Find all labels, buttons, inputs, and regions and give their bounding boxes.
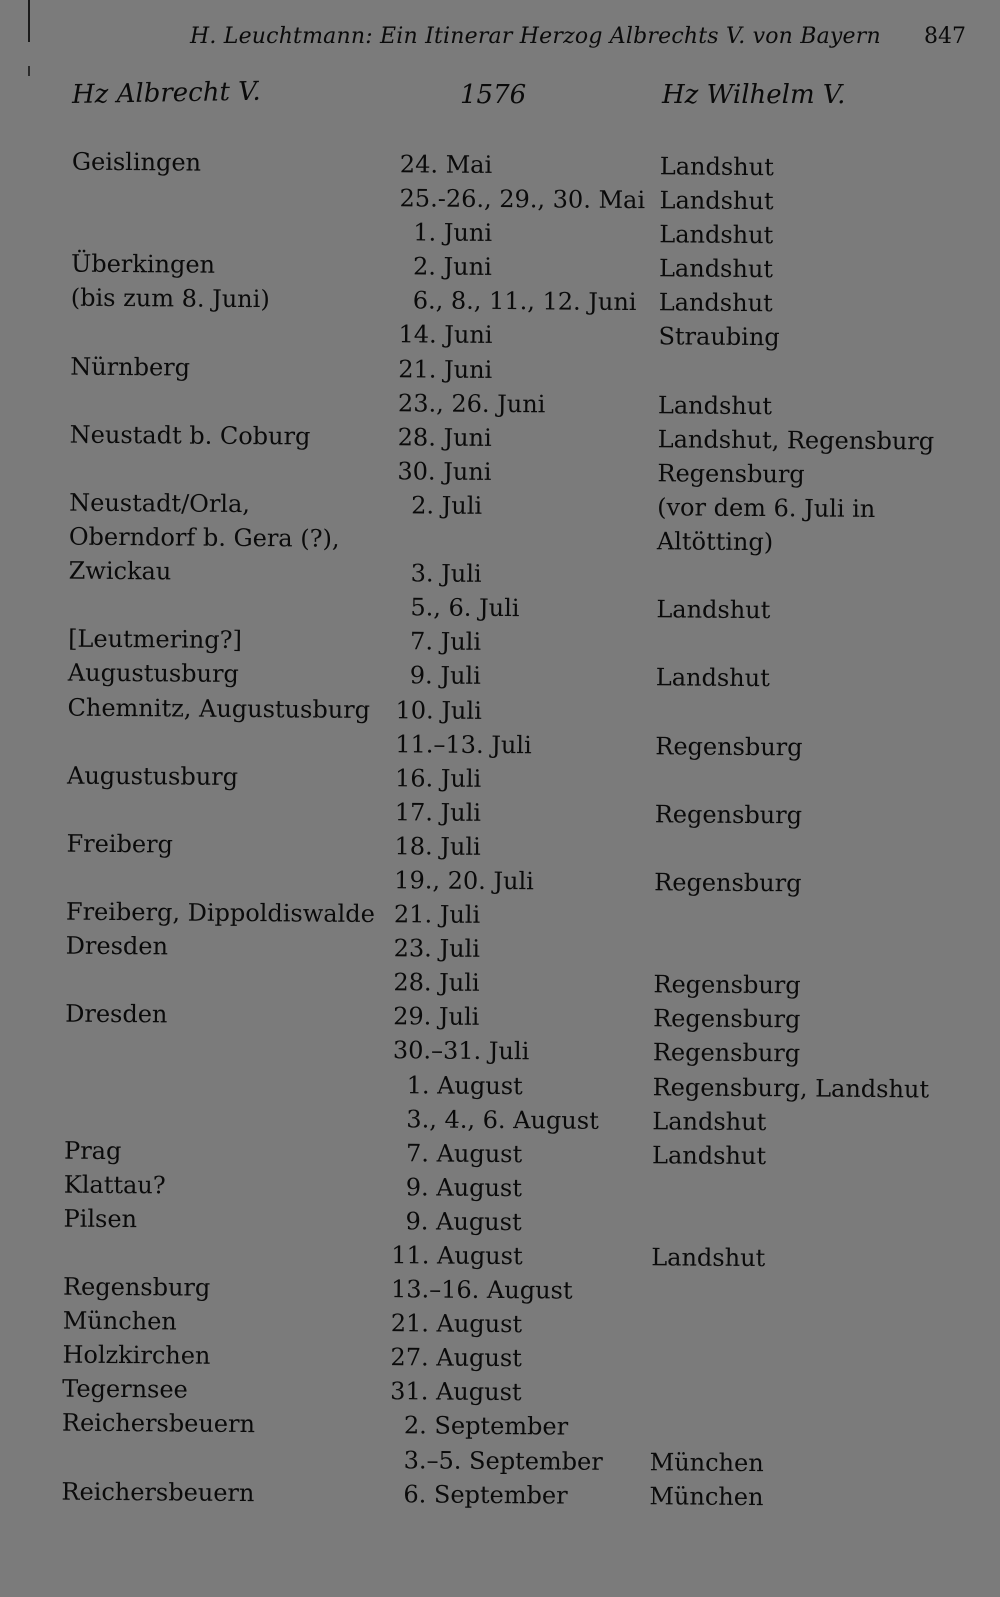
wilhelm-location: Landshut bbox=[651, 1243, 766, 1273]
itinerary-date: 14. Juni bbox=[398, 320, 493, 350]
itinerary-date: 7. August bbox=[405, 1139, 523, 1168]
itinerary-date: 1. Juni bbox=[413, 218, 493, 248]
albrecht-location: München bbox=[62, 1306, 177, 1336]
wilhelm-location: Landshut bbox=[652, 1106, 767, 1136]
itinerary-date: 21. Juni bbox=[398, 354, 493, 384]
itinerary-date: 23., 26. Juni bbox=[397, 388, 546, 419]
wilhelm-location: Regensburg bbox=[652, 1038, 801, 1068]
wilhelm-location: Landshut bbox=[655, 663, 770, 693]
itinerary-date: 3. Juli bbox=[410, 559, 482, 588]
itinerary-date: 27. August bbox=[390, 1343, 522, 1373]
albrecht-location: Neustadt b. Coburg bbox=[69, 420, 311, 451]
running-title: H. Leuchtmann: Ein Itinerar Herzog Albrechts V. von Bayern bbox=[190, 24, 881, 49]
albrecht-location: (bis zum 8. Juni) bbox=[70, 284, 270, 314]
albrecht-location: Tegernsee bbox=[62, 1374, 188, 1404]
wilhelm-location: Regensburg bbox=[653, 970, 801, 1000]
itinerary-date: 2. Juni bbox=[412, 252, 492, 282]
itinerary-date: 31. August bbox=[390, 1377, 522, 1407]
wilhelm-location: Regensburg bbox=[654, 868, 802, 898]
wilhelm-location: (vor dem 6. Juli in bbox=[657, 493, 876, 523]
itinerary-date: 21. August bbox=[390, 1309, 523, 1339]
wilhelm-location: Regensburg bbox=[655, 731, 803, 761]
column-heading-wilhelm: Hz Wilhelm V. bbox=[662, 80, 846, 110]
albrecht-location: Dresden bbox=[65, 999, 168, 1029]
albrecht-location: Augustusburg bbox=[66, 761, 239, 791]
binding-edge-line bbox=[28, 0, 30, 42]
albrecht-location: Klattau? bbox=[63, 1170, 166, 1200]
itinerary-date: 9. August bbox=[405, 1173, 523, 1203]
wilhelm-location: Regensburg bbox=[657, 459, 805, 489]
wilhelm-location: Landshut bbox=[659, 186, 774, 216]
wilhelm-location: Landshut bbox=[658, 288, 773, 318]
albrecht-location: Reichersbeuern bbox=[61, 1477, 255, 1507]
itinerary-date: 19., 20. Juli bbox=[394, 866, 535, 896]
albrecht-location: Nürnberg bbox=[70, 352, 191, 382]
albrecht-location: Chemnitz, Augustusburg bbox=[67, 693, 371, 724]
wilhelm-location: Landshut, Regensburg bbox=[657, 424, 935, 456]
itinerary-date: 7. Juli bbox=[410, 627, 482, 657]
column-heading-albrecht: Hz Albrecht V. bbox=[71, 76, 261, 110]
itinerary-date: 16. Juli bbox=[394, 763, 482, 793]
itinerary-date: 30. Juni bbox=[397, 457, 492, 486]
itinerary-date: 6. September bbox=[403, 1479, 568, 1510]
itinerary-date: 24. Mai bbox=[399, 150, 493, 179]
albrecht-location: Pilsen bbox=[63, 1204, 138, 1234]
albrecht-location: Zwickau bbox=[68, 556, 172, 586]
itinerary-date: 10. Juli bbox=[395, 695, 482, 725]
itinerary-date: 21. Juli bbox=[393, 900, 481, 929]
albrecht-location: Holzkirchen bbox=[62, 1340, 211, 1371]
wilhelm-location: Landshut bbox=[656, 595, 771, 625]
page-number: 847 bbox=[924, 24, 966, 49]
itinerary-date: 23. Juli bbox=[393, 934, 481, 964]
albrecht-location: Augustusburg bbox=[67, 659, 239, 689]
itinerary-date: 2. Juli bbox=[411, 491, 483, 520]
itinerary-date: 29. Juli bbox=[393, 1002, 480, 1032]
itinerary-date: 11.–13. Juli bbox=[395, 729, 532, 759]
wilhelm-location: Straubing bbox=[658, 322, 780, 352]
itinerary-date: 30.–31. Juli bbox=[392, 1036, 530, 1066]
albrecht-location: Oberndorf b. Gera (?), bbox=[68, 522, 340, 553]
itinerary-date: 1. August bbox=[406, 1070, 523, 1100]
albrecht-location: Geislingen bbox=[71, 147, 202, 177]
itinerary-date: 17. Juli bbox=[394, 797, 482, 827]
albrecht-location: Neustadt/Orla, bbox=[69, 488, 251, 518]
wilhelm-location: Landshut bbox=[659, 152, 774, 182]
wilhelm-location: Landshut bbox=[659, 220, 774, 250]
itinerary-date: 18. Juli bbox=[394, 832, 481, 861]
wilhelm-location: München bbox=[649, 1481, 764, 1511]
binding-edge-mark bbox=[28, 66, 30, 76]
itinerary-date: 25.-26., 29., 30. Mai bbox=[399, 184, 646, 215]
albrecht-location: Freiberg, Dippoldiswalde bbox=[65, 897, 375, 929]
itinerary-date: 11. August bbox=[391, 1241, 523, 1271]
itinerary-row bbox=[0, 1474, 990, 1516]
wilhelm-location: Regensburg bbox=[653, 1004, 801, 1034]
column-heading-year: 1576 bbox=[460, 80, 527, 110]
wilhelm-location: Regensburg, Landshut bbox=[652, 1072, 930, 1103]
albrecht-location: Prag bbox=[64, 1136, 122, 1165]
wilhelm-location: Landshut bbox=[657, 390, 773, 420]
itinerary-date: 3., 4., 6. August bbox=[406, 1104, 599, 1135]
itinerary-date: 5., 6. Juli bbox=[410, 593, 520, 623]
itinerary-date: 28. Juni bbox=[397, 422, 492, 452]
itinerary-date: 28. Juli bbox=[393, 968, 480, 998]
albrecht-location: Reichersbeuern bbox=[61, 1409, 256, 1439]
wilhelm-location: München bbox=[649, 1447, 764, 1477]
wilhelm-location: Landshut bbox=[651, 1140, 767, 1170]
itinerary-table bbox=[0, 144, 1000, 1516]
itinerary-date: 9. Juli bbox=[409, 661, 481, 691]
itinerary-date: 6., 8., 11., 12. Juni bbox=[412, 286, 637, 317]
wilhelm-location: Landshut bbox=[658, 254, 774, 284]
wilhelm-location: Altötting) bbox=[656, 527, 774, 557]
albrecht-location: Dresden bbox=[65, 931, 169, 961]
wilhelm-location: Regensburg bbox=[654, 800, 803, 830]
albrecht-location: Freiberg bbox=[66, 829, 174, 859]
itinerary-date: 2. September bbox=[403, 1411, 569, 1442]
itinerary-date: 9. August bbox=[405, 1207, 522, 1237]
albrecht-location: Regensburg bbox=[62, 1272, 211, 1302]
albrecht-location: Überkingen bbox=[70, 249, 216, 280]
albrecht-location: [Leutmering?] bbox=[68, 624, 243, 655]
itinerary-date: 3.–5. September bbox=[403, 1445, 603, 1476]
itinerary-date: 13.–16. August bbox=[390, 1275, 573, 1305]
